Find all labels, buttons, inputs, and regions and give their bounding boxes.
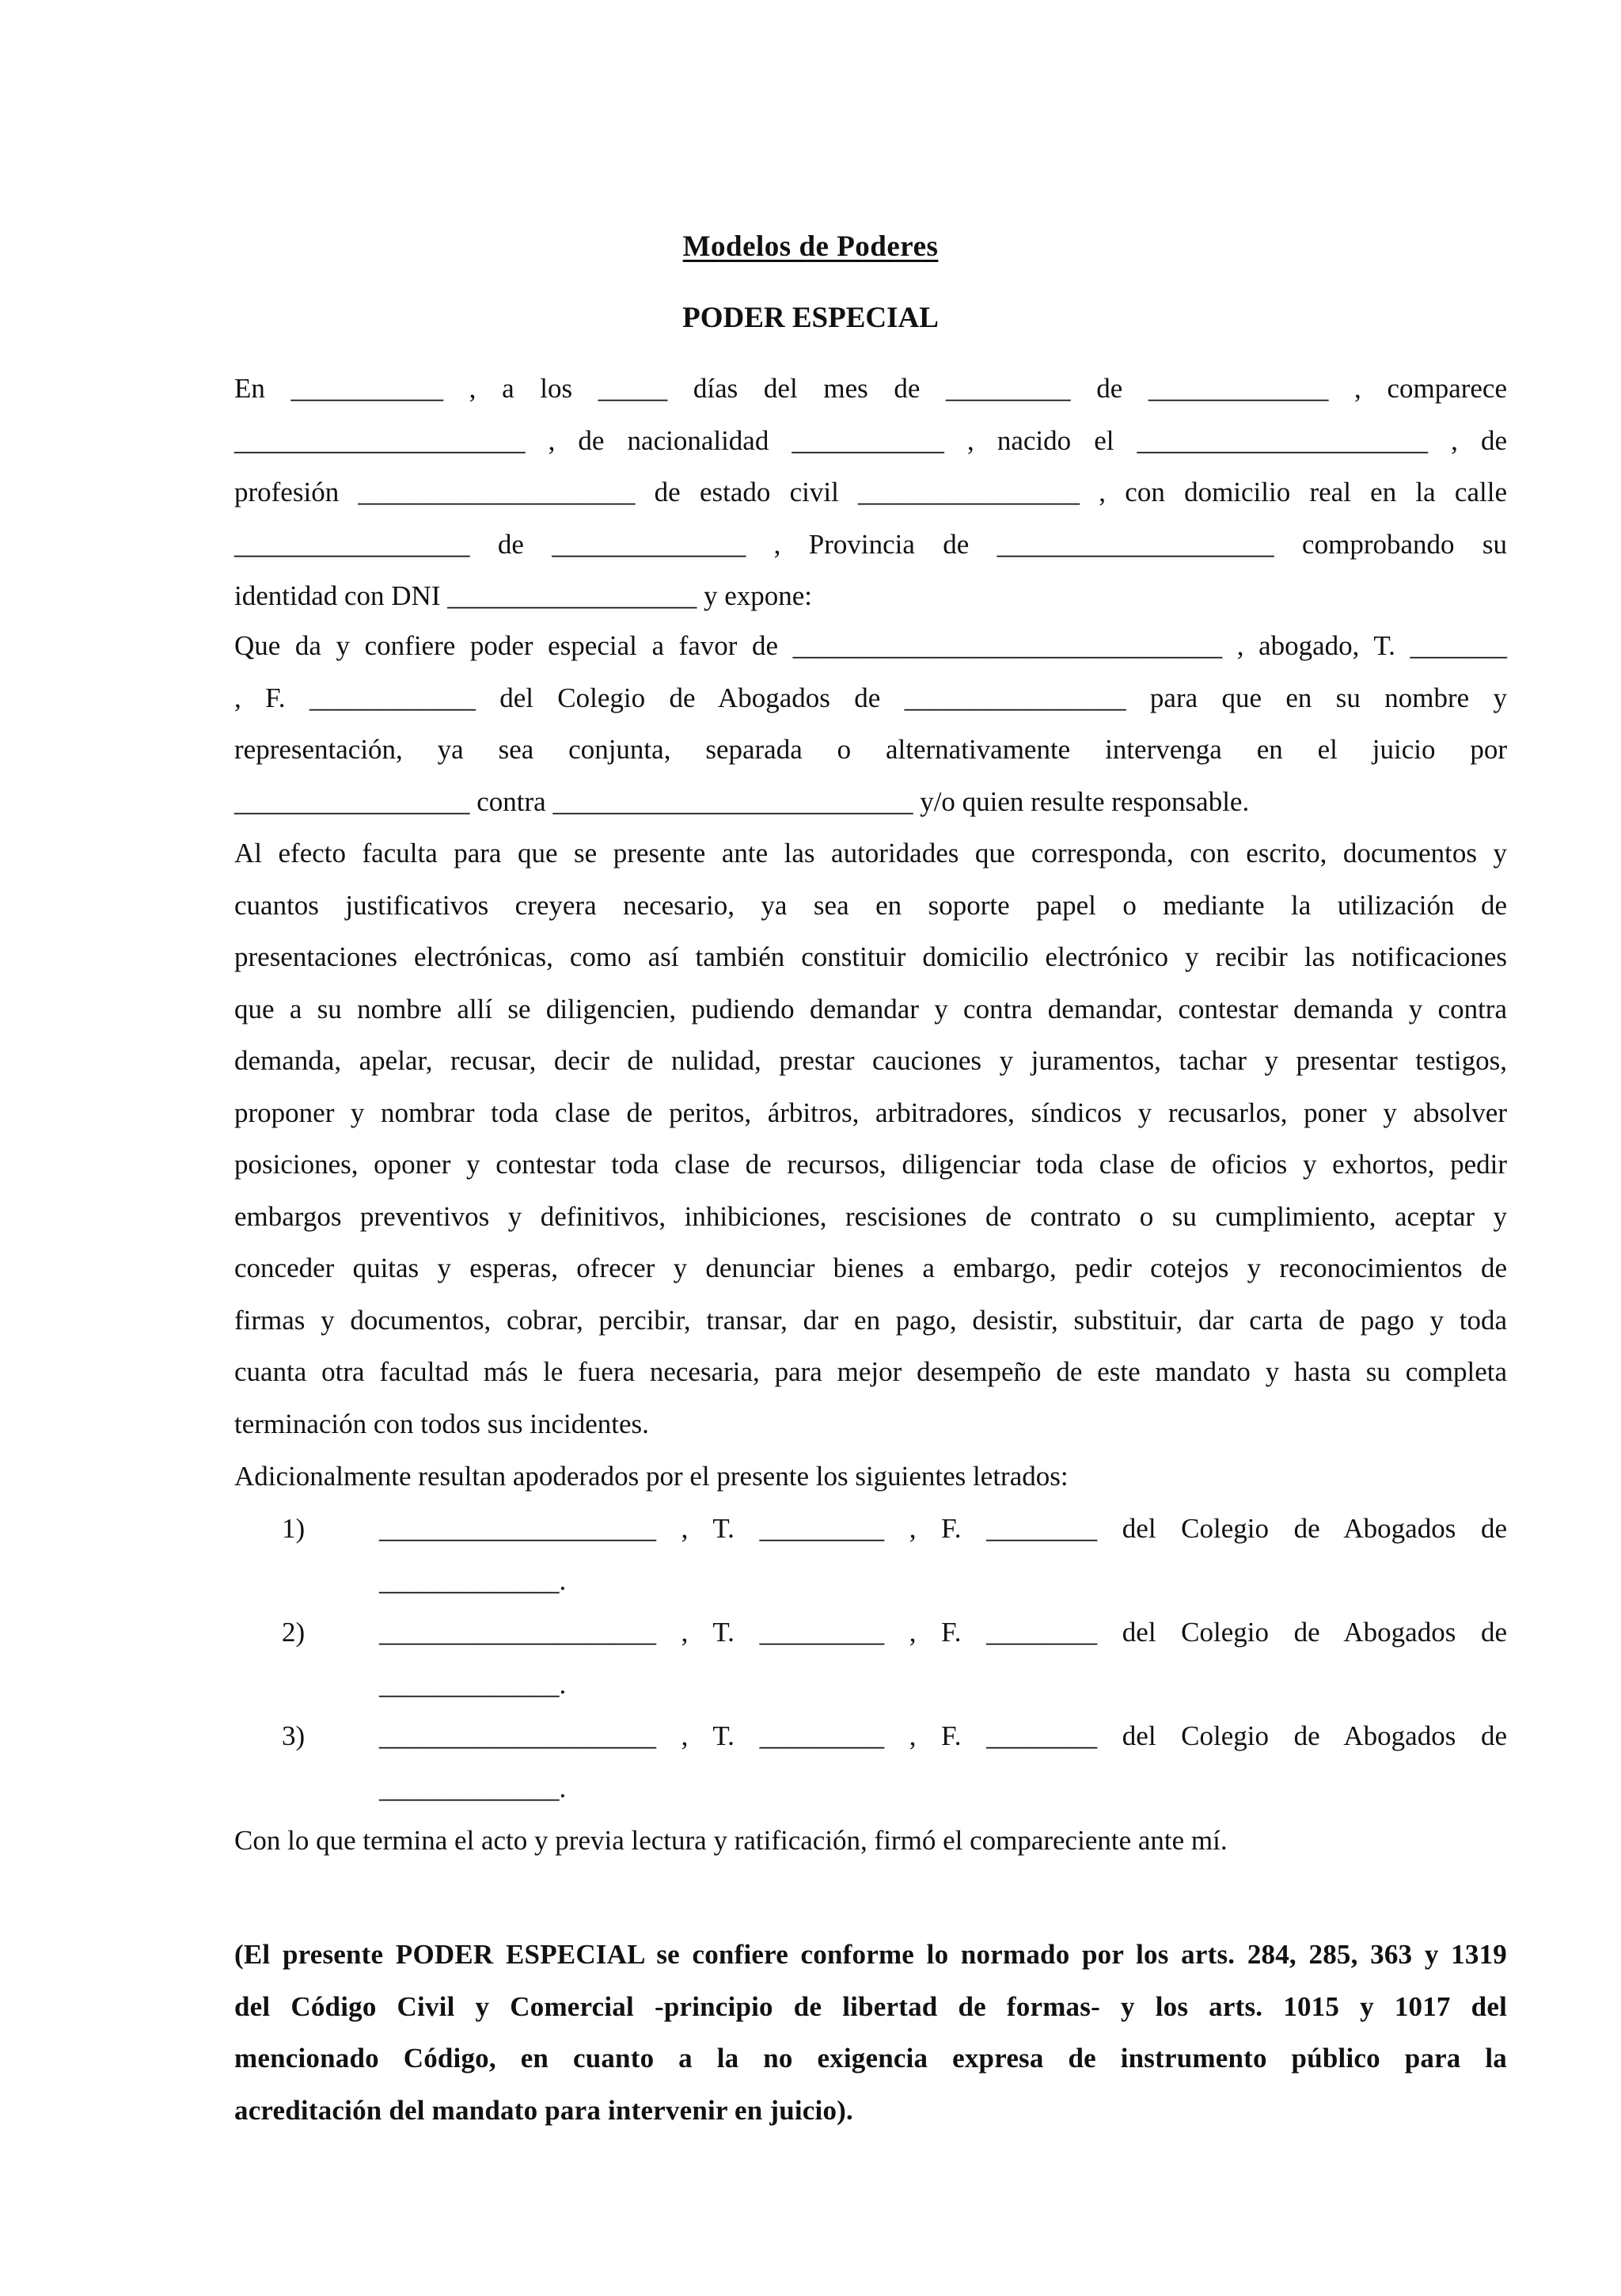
paragraph-line: identidad con DNI __________________ y expone:	[234, 580, 813, 611]
document-subtitle: PODER ESPECIAL	[682, 302, 939, 334]
paragraph-line: _____________________ , de nacionalidad ___________ , nacido el _____________________ , de	[234, 425, 1507, 456]
list-item-continuation: _____________.	[379, 1773, 567, 1804]
paragraph-line: cuanta otra facultad más le fuera necesaria, para mejor desempeño de este mandato y hasta su completa	[234, 1356, 1507, 1387]
paragraph-line: posiciones, oponer y contestar toda clase de recursos, diligenciar toda clase de oficios y exhortos, pedir	[234, 1149, 1507, 1180]
section-intro: Adicionalmente resultan apoderados por el presente los siguientes letrados:	[234, 1461, 1069, 1492]
note-line: mencionado Código, en cuanto a la no exigencia expresa de instrumento público para la	[234, 2043, 1507, 2074]
list-item	[282, 1716, 1507, 1756]
paragraph-line: terminación con todos sus incidentes.	[234, 1408, 649, 1439]
list-item-number: 2)	[282, 1617, 306, 1648]
paragraph-line: cuantos justificativos creyera necesario, ya sea en soporte papel o mediante la utilización de	[234, 890, 1507, 921]
document-title: Modelos de Poderes	[682, 230, 939, 263]
list-item	[282, 1613, 1507, 1652]
paragraph-line: _________________ contra __________________________ y/o quien resulte responsable.	[234, 786, 1250, 817]
paragraph-line: que a su nombre allí se diligencien, pudiendo demandar y contra demandar, contestar demanda y contra	[234, 994, 1507, 1024]
list-item-continuation: _____________.	[379, 1565, 567, 1596]
list-item-number: 1)	[282, 1513, 306, 1544]
paragraph-line: profesión ____________________ de estado civil ________________ , con domicilio real en la calle	[234, 477, 1507, 507]
note-line: del Código Civil y Comercial -principio de libertad de formas- y los arts. 1015 y 1017 del	[234, 1991, 1507, 2022]
list-item-continuation: _____________.	[379, 1669, 567, 1700]
paragraph-line: , F. ____________ del Colegio de Abogados de ________________ para que en su nombre y	[234, 682, 1507, 713]
paragraph-line: presentaciones electrónicas, como así también constituir domicilio electrónico y recibir las notificaciones	[234, 941, 1507, 972]
paragraph-line: conceder quitas y esperas, ofrecer y denunciar bienes a embargo, pedir cotejos y reconocimientos de	[234, 1253, 1507, 1283]
paragraph-line: representación, ya sea conjunta, separada o alternativamente intervenga en el juicio por	[234, 734, 1507, 765]
list-item	[282, 1509, 1507, 1549]
paragraph-line: Que da y confiere poder especial a favor de _______________________________ , abogado, T. _______	[234, 630, 1507, 661]
note-line: (El presente PODER ESPECIAL se confiere conforme lo normado por los arts. 284, 285, 363 y 1319	[234, 1939, 1507, 1970]
paragraph-line: embargos preventivos y definitivos, inhibiciones, rescisiones de contrato o su cumplimiento, aceptar y	[234, 1201, 1507, 1232]
list-item-text: ____________________ , T. _________ , F. ________ del Colegio de Abogados de	[379, 1617, 1507, 1648]
paragraph-line: _________________ de ______________ , Provincia de ____________________ comprobando su	[234, 529, 1507, 560]
paragraph-line: firmas y documentos, cobrar, percibir, transar, dar en pago, desistir, substituir, dar carta de pago y toda	[234, 1305, 1507, 1336]
paragraph-line: En ___________ , a los _____ días del mes de _________ de _____________ , comparece	[234, 373, 1507, 404]
paragraph-line: proponer y nombrar toda clase de peritos, árbitros, arbitradores, síndicos y recusarlos, poner y absolver	[234, 1097, 1507, 1128]
list-item-text: ____________________ , T. _________ , F. ________ del Colegio de Abogados de	[379, 1720, 1507, 1751]
paragraph-line: demanda, apelar, recusar, decir de nulidad, prestar cauciones y juramentos, tachar y presentar testigos,	[234, 1045, 1507, 1076]
paragraph-line: Al efecto faculta para que se presente ante las autoridades que corresponda, con escrito, documentos y	[234, 838, 1507, 869]
list-item-number: 3)	[282, 1720, 306, 1751]
closing-line: Con lo que termina el acto y previa lectura y ratificación, firmó el compareciente ante mí.	[234, 1825, 1228, 1856]
list-item-text: ____________________ , T. _________ , F. ________ del Colegio de Abogados de	[379, 1513, 1507, 1544]
note-line: acreditación del mandato para intervenir en juicio).	[234, 2095, 853, 2126]
